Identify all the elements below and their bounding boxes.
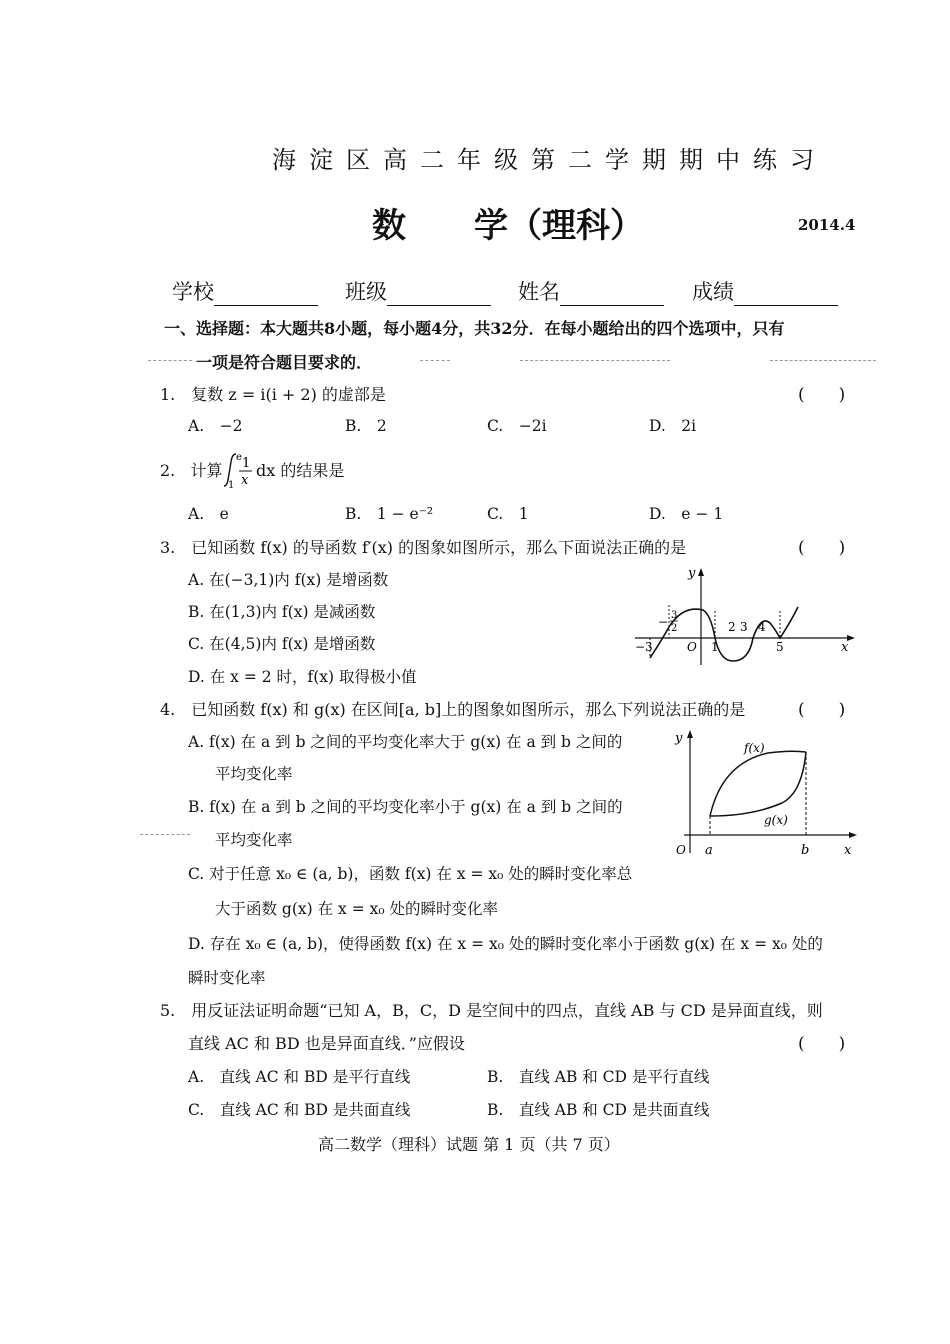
scan-dash xyxy=(420,360,450,361)
y-axis-arrow xyxy=(698,568,704,576)
tick-neg32-den: 2 xyxy=(671,623,678,634)
f-curve xyxy=(710,751,806,816)
q3-option-c[interactable]: C. 在(4,5)内 f(x) 是增函数 xyxy=(188,635,376,653)
q4-option-b-line1[interactable]: B. f(x) 在 a 到 b 之间的平均变化率小于 g(x) 在 a 到 b 之间的 xyxy=(188,798,623,816)
field-name xyxy=(518,276,664,306)
q4-answer-paren[interactable]: ( ) xyxy=(798,700,846,720)
q3-derivative-graph xyxy=(625,565,865,670)
tick-a: a xyxy=(705,843,713,858)
q4-option-a-line1[interactable]: A. f(x) 在 a 到 b 之间的平均变化率大于 g(x) 在 a 到 b 之间的 xyxy=(188,733,623,751)
field-school xyxy=(172,276,318,306)
exam-date: 2014.4 xyxy=(798,216,856,234)
q2-option-b[interactable]: B. 1 − e⁻² xyxy=(345,505,434,523)
tick-5: 5 xyxy=(776,640,784,654)
tick-2: 2 xyxy=(728,620,736,634)
origin-label: O xyxy=(676,843,686,857)
q1-option-b[interactable]: B. 2 xyxy=(345,417,387,435)
field-score-label: 成绩 xyxy=(692,280,734,304)
q2-number: 2. xyxy=(160,461,176,480)
field-name-label: 姓名 xyxy=(518,280,560,304)
q3-option-a[interactable]: A. 在(−3,1)内 f(x) 是增函数 xyxy=(188,571,389,589)
q5-line2: 直线 AC 和 BD 也是异面直线．”应假设 xyxy=(188,1034,465,1053)
q1-option-d[interactable]: D. 2i xyxy=(649,417,697,435)
x-axis-arrow xyxy=(849,832,857,838)
exam-title: 海淀区高二年级第二学期期中练习 xyxy=(272,146,827,174)
integral-upper: e xyxy=(236,452,242,463)
tick-neg32-num: 3 xyxy=(671,610,678,621)
scan-dash xyxy=(770,360,876,361)
f-label: f(x) xyxy=(744,741,765,755)
section-heading-line2: 一项是符合题目要求的． xyxy=(196,353,373,372)
q3-option-d[interactable]: D. 在 x = 2 时，f(x) 取得极小值 xyxy=(188,668,417,686)
score-blank[interactable] xyxy=(734,283,838,306)
y-axis-arrow xyxy=(687,730,693,738)
q1-answer-paren[interactable]: ( ) xyxy=(798,385,846,405)
field-class xyxy=(345,276,491,306)
q4-option-b-line2: 平均变化率 xyxy=(215,831,293,849)
school-blank[interactable] xyxy=(214,283,318,306)
g-curve xyxy=(710,752,806,816)
tick-neg3: −3 xyxy=(635,640,653,654)
q2-stem xyxy=(160,458,223,481)
q5-option-a[interactable]: A. 直线 AC 和 BD 是平行直线 xyxy=(188,1068,411,1086)
q3-option-b[interactable]: B. 在(1,3)内 f(x) 是减函数 xyxy=(188,603,376,621)
q3-stem: 3. 已知函数 f(x) 的导函数 f′(x) 的图象如图所示，那么下面说法正确的是 xyxy=(160,538,687,557)
q2-pre-text: 计算 xyxy=(190,461,223,480)
q5-answer-paren[interactable]: ( ) xyxy=(798,1034,846,1054)
q4-option-d-line2: 瞬时变化率 xyxy=(188,969,266,987)
tick-neg32-sign: − xyxy=(658,615,669,629)
q5-option-d[interactable]: B. 直线 AB 和 CD 是共面直线 xyxy=(487,1101,710,1119)
q5-option-b[interactable]: B. 直线 AB 和 CD 是平行直线 xyxy=(487,1068,710,1086)
class-blank[interactable] xyxy=(387,283,491,306)
q2-option-a[interactable]: A. e xyxy=(188,505,229,523)
q5-line1: 5. 用反证法证明命题“已知 A，B，C，D 是空间中的四点，直线 AB 与 CD 是异面直线，则 xyxy=(160,1001,823,1020)
q3-answer-paren[interactable]: ( ) xyxy=(798,538,846,558)
q4-function-graph xyxy=(672,728,872,858)
tick-b: b xyxy=(801,843,810,858)
q1-stem: 1. 复数 z = i(i + 2) 的虚部是 xyxy=(160,385,386,404)
y-axis-label: y xyxy=(675,731,683,746)
page-footer: 高二数学（理科）试题 第 1 页（共 7 页） xyxy=(318,1135,620,1154)
field-score xyxy=(692,276,838,306)
q4-stem: 4. 已知函数 f(x) 和 g(x) 在区间[a, b]上的图象如图所示，那么下列说法正确的是 xyxy=(160,700,746,719)
name-blank[interactable] xyxy=(560,283,664,306)
q1-option-c[interactable]: C. −2i xyxy=(487,417,547,435)
tick-4: 4 xyxy=(758,620,766,634)
origin-label: O xyxy=(687,640,697,654)
scan-dash xyxy=(520,360,670,361)
x-axis-label: x xyxy=(841,640,849,655)
q2-post-text: dx 的结果是 xyxy=(256,461,345,480)
x-axis-label: x xyxy=(844,843,852,858)
q5-option-c[interactable]: C. 直线 AC 和 BD 是共面直线 xyxy=(188,1101,411,1119)
tick-1: 1 xyxy=(711,640,719,654)
y-axis-label: y xyxy=(688,566,696,581)
field-class-label: 班级 xyxy=(345,280,387,304)
q4-option-d-line1[interactable]: D. 存在 x₀ ∈ (a, b)，使得函数 f(x) 在 x = x₀ 处的瞬时变化率小于函数 g(x) 在 x = x₀ 处的 xyxy=(188,935,823,953)
q2-option-d[interactable]: D. e − 1 xyxy=(649,505,724,523)
field-school-label: 学校 xyxy=(172,280,214,304)
q4-option-a-line2: 平均变化率 xyxy=(215,765,293,783)
subject-title: 数 学（理科） xyxy=(372,206,644,246)
q2-option-c[interactable]: C. 1 xyxy=(487,505,529,523)
section-heading-line1: 一、选择题：本大题共8小题，每小题4分，共32分．在每小题给出的四个选项中，只有 xyxy=(164,319,785,338)
tick-3: 3 xyxy=(740,620,748,634)
integral-lower: 1 xyxy=(228,480,235,490)
g-label: g(x) xyxy=(764,813,788,827)
scan-dash xyxy=(148,360,192,361)
q4-option-c-line1[interactable]: C. 对于任意 x₀ ∈ (a, b)，函数 f(x) 在 x = x₀ 处的瞬时变化率总 xyxy=(188,865,633,883)
q1-option-a[interactable]: A. −2 xyxy=(188,417,243,435)
frac-denominator: x xyxy=(241,473,249,488)
frac-numerator: 1 xyxy=(242,456,251,471)
scan-dash xyxy=(140,834,190,835)
q4-option-c-line2: 大于函数 g(x) 在 x = x₀ 处的瞬时变化率 xyxy=(215,900,499,918)
